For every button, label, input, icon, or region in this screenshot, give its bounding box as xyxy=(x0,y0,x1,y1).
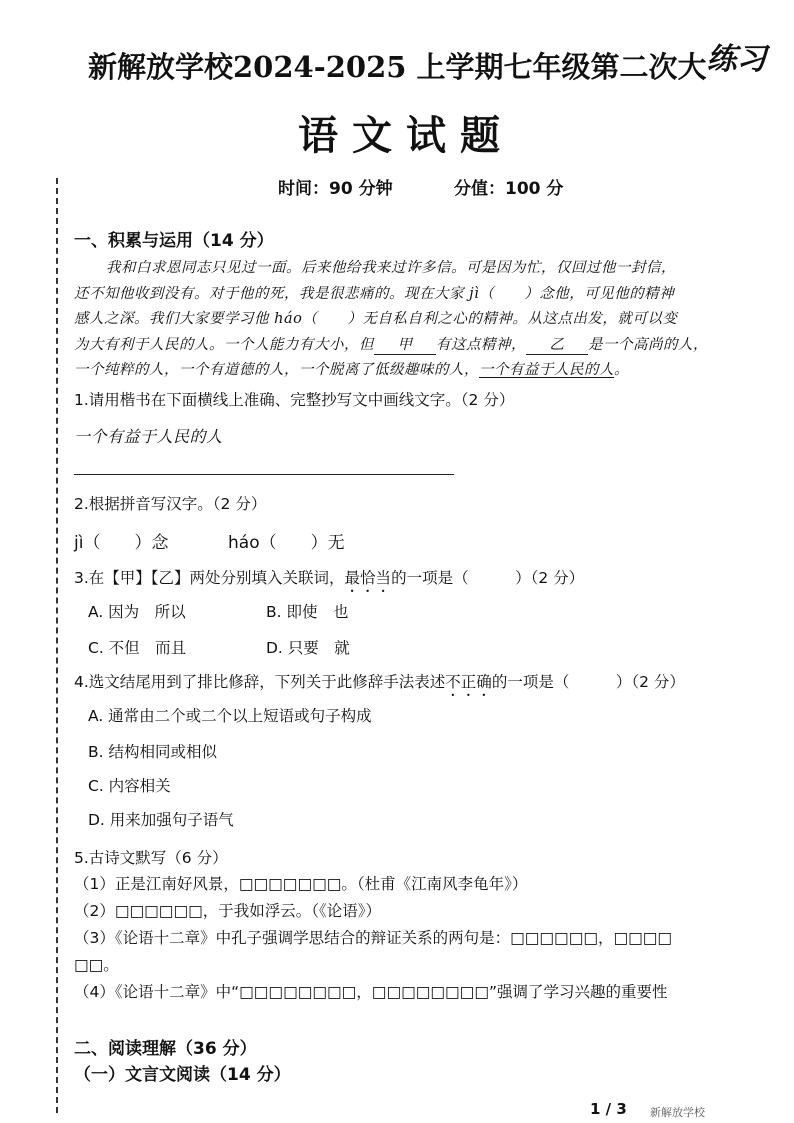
question-2-item-a: jì（ ）念 xyxy=(74,533,169,553)
q4-option-d[interactable]: D. 用来加强句子语气 xyxy=(88,811,234,829)
question-1: 1.请用楷书在下面横线上准确、完整抄写文中画线文字。（2 分） xyxy=(74,391,515,409)
question-2: 2.根据拼音写汉字。（2 分） xyxy=(74,495,267,513)
q3-option-d[interactable]: D. 只要 就 xyxy=(266,639,350,657)
passage-line-3: 感人之深。我们大家要学习他 háo（ ）无自私自利之心的精神。从这点出发，就可以变 xyxy=(74,311,678,327)
q4-option-b[interactable]: B. 结构相同或相似 xyxy=(88,743,217,761)
section2-subheading: （一）文言文阅读（14 分） xyxy=(74,1065,291,1085)
blank-jia: 甲 xyxy=(374,333,436,355)
subject-title: 语文试题 xyxy=(298,112,514,159)
question-1-answer: 一个有益于人民的人 xyxy=(74,427,223,446)
q3-option-c[interactable]: C. 不但 而且 xyxy=(88,639,187,657)
section1-heading: 一、积累与运用（14 分） xyxy=(74,231,274,251)
question-3: 3.在【甲】【乙】两处分别填入关联词，最恰当的一项是（ ）（2 分） xyxy=(74,569,585,587)
underlined-phrase: 一个有益于人民的人 xyxy=(479,362,614,378)
time-label: 时间：90 分钟 xyxy=(278,179,393,199)
footer-note: 新解放学校 xyxy=(650,1106,705,1119)
q5-item-2: （2）□□□□□□，于我如浮云。（《论语》） xyxy=(74,902,381,920)
answer-line[interactable] xyxy=(74,474,454,475)
q4-option-c[interactable]: C. 内容相关 xyxy=(88,777,171,795)
score-label: 分值：100 分 xyxy=(454,179,564,199)
passage-line-1: 我和白求恩同志只见过一面。后来他给我来过许多信。可是因为忙，仅回过他一封信， xyxy=(106,260,676,276)
blank-yi: 乙 xyxy=(526,333,588,355)
binding-dashed-line xyxy=(56,178,58,1113)
question-2-item-b: háo（ ）无 xyxy=(228,533,345,553)
title-handwritten: 练习 xyxy=(706,42,767,77)
section2-heading: 二、阅读理解（36 分） xyxy=(74,1039,257,1059)
q5-item-3: （3）《论语十二章》中孔子强调学思结合的辩证关系的两句是：□□□□□□，□□□□ xyxy=(74,929,673,947)
q3-option-a[interactable]: A. 因为 所以 xyxy=(88,603,186,621)
passage-line-5: 一个纯粹的人，一个有道德的人，一个脱离了低级趣味的人，一个有益于人民的人。 xyxy=(74,362,629,378)
passage-line-4: 为大有利于人民的人。一个人能力有大小，但 甲 有这点精神， 乙 是一个高尚的人， xyxy=(74,333,708,355)
q5-item-3-cont: □□。 xyxy=(74,956,119,974)
q5-item-4: （4）《论语十二章》中“□□□□□□□□，□□□□□□□□”强调了学习兴趣的重要性 xyxy=(74,983,668,1001)
q4-option-a[interactable]: A. 通常由二个或二个以上短语或句子构成 xyxy=(88,707,372,725)
passage-line-2: 还不知他收到没有。对于他的死，我是很悲痛的。现在大家 jì（ ）念他，可见他的精神 xyxy=(74,286,675,302)
page-number: 1 / 3 xyxy=(590,1100,627,1118)
q3-option-b[interactable]: B. 即使 也 xyxy=(266,603,349,621)
question-5: 5.古诗文默写（6 分） xyxy=(74,849,228,867)
question-4: 4.选文结尾用到了排比修辞，下列关于此修辞手法表述不正确的一项是（ ）（2 分） xyxy=(74,673,685,691)
q5-item-1: （1）正是江南好风景，□□□□□□□。（杜甫《江南风李龟年》） xyxy=(74,875,528,893)
exam-title: 新解放学校2024-2025 上学期七年级第二次大练习 xyxy=(88,42,767,84)
